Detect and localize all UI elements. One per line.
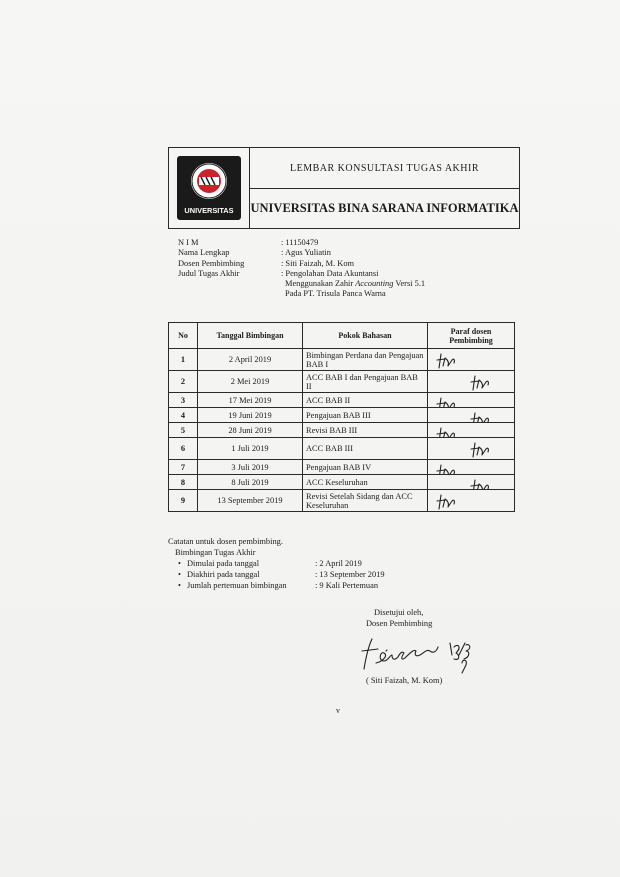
info-value: : Agus Yuliatin: [281, 248, 331, 258]
paraf-signature: [431, 350, 505, 370]
cell-tanggal: 17 Mei 2019: [198, 393, 303, 408]
cell-no: 7: [169, 460, 198, 475]
cell-paraf: [428, 349, 515, 371]
cell-paraf: [428, 490, 515, 512]
paraf-signature: [431, 439, 505, 459]
cell-paraf: [428, 460, 515, 475]
cell-pokok-bahasan: Bimbingan Perdana dan Pengajuan BAB I: [303, 349, 428, 371]
info-label: Nama Lengkap: [178, 248, 230, 258]
cell-paraf: [428, 475, 515, 490]
table-row: [169, 490, 515, 512]
paraf-signature: [431, 394, 505, 407]
form-title: LEMBAR KONSULTASI TUGAS AKHIR: [250, 148, 519, 189]
cell-pokok-bahasan: ACC BAB III: [303, 438, 428, 460]
info-row-dosen: [178, 259, 425, 269]
cell-pokok-bahasan: ACC BAB I dan Pengajuan BAB II: [303, 371, 428, 393]
col-header-pokok: Pokok Bahasan: [303, 323, 428, 349]
cell-tanggal: 13 September 2019: [198, 490, 303, 512]
approval-label: Disetujui oleh,: [374, 608, 424, 617]
cell-no: 6: [169, 438, 198, 460]
table-row: [169, 438, 515, 460]
col-header-tanggal: Tanggal Bimbingan: [198, 323, 303, 349]
cell-tanggal: 1 Juli 2019: [198, 438, 303, 460]
cell-no: 2: [169, 371, 198, 393]
cell-paraf: [428, 393, 515, 408]
cell-paraf: [428, 423, 515, 438]
info-row-nama: [178, 248, 425, 258]
notes-title: Catatan untuk dosen pembimbing.: [168, 537, 283, 546]
table-row: [169, 393, 515, 408]
info-value: : Pengolahan Data Akuntansi: [281, 268, 379, 278]
cell-tanggal: 2 Mei 2019: [198, 371, 303, 393]
paraf-signature: [431, 491, 505, 511]
paraf-signature: [431, 372, 505, 392]
cell-paraf: [428, 408, 515, 423]
form-header: [168, 147, 520, 229]
table-row: [169, 408, 515, 423]
cell-pokok-bahasan: Pengajuan BAB IV: [303, 460, 428, 475]
info-label: Judul Tugas Akhir: [178, 268, 240, 278]
approver-name: ( Siti Faizah, M. Kom): [366, 676, 443, 685]
table-row: [169, 423, 515, 438]
table-row: [169, 349, 515, 371]
info-value: : 11150479: [281, 238, 319, 247]
paraf-signature: [431, 424, 505, 437]
approver-role: Dosen Pembimbing: [366, 619, 433, 628]
list-item: • Diakhiri pada tanggal : 13 September 2019: [178, 570, 385, 579]
cell-pokok-bahasan: Pengajuan BAB III: [303, 408, 428, 423]
col-header-paraf: Paraf dosen Pembimbing: [428, 323, 515, 349]
cell-paraf: [428, 371, 515, 393]
col-header-no: No: [169, 323, 198, 349]
cell-no: 4: [169, 408, 198, 423]
cell-no: 8: [169, 475, 198, 490]
paraf-signature: [431, 409, 505, 422]
cell-no: 1: [169, 349, 198, 371]
signature-block: [366, 607, 478, 686]
logo-cell: [169, 148, 250, 228]
table-row: [169, 371, 515, 393]
notes-subtitle: Bimbingan Tugas Akhir: [175, 548, 256, 557]
cell-tanggal: 19 Juni 2019: [198, 408, 303, 423]
info-row-nim: [178, 238, 425, 248]
info-row-judul-3: [178, 289, 425, 299]
info-value: Menggunakan Zahir Accounting Versi 5.1: [285, 279, 426, 289]
list-item: • Dimulai pada tanggal : 2 April 2019: [178, 559, 362, 568]
info-value: : Siti Faizah, M. Kom: [281, 258, 355, 268]
page-number: v: [336, 706, 340, 715]
student-info: [178, 238, 425, 300]
info-label: Dosen Pembimbing: [178, 258, 245, 268]
handwritten-signature: [358, 629, 478, 675]
cell-pokok-bahasan: ACC BAB II: [303, 393, 428, 408]
notes-section: [168, 536, 385, 591]
cell-pokok-bahasan: Revisi Setelah Sidang dan ACC Keseluruhan: [303, 490, 428, 512]
university-name: UNIVERSITAS BINA SARANA INFORMATIKA: [250, 201, 519, 215]
info-value: Pada PT. Trisula Panca Warna: [285, 289, 386, 299]
table-row: [169, 460, 515, 475]
cell-paraf: [428, 438, 515, 460]
table-row: [169, 475, 515, 490]
cell-tanggal: 3 Juli 2019: [198, 460, 303, 475]
list-item: • Jumlah pertemuan bimbingan : 9 Kali Pertemuan: [178, 581, 379, 590]
info-row-judul-2: [178, 279, 425, 289]
cell-no: 9: [169, 490, 198, 512]
cell-tanggal: 2 April 2019: [198, 349, 303, 371]
cell-tanggal: 8 Juli 2019: [198, 475, 303, 490]
info-label: N I M: [178, 238, 199, 247]
cell-no: 5: [169, 423, 198, 438]
paraf-signature: [431, 476, 505, 489]
info-row-judul: [178, 269, 425, 279]
cell-pokok-bahasan: ACC Keseluruhan: [303, 475, 428, 490]
cell-no: 3: [169, 393, 198, 408]
university-logo: [177, 156, 241, 220]
notes-list: [168, 558, 385, 591]
svg-text:UNIVERSITAS: UNIVERSITAS: [184, 206, 234, 215]
table-header-row: [169, 323, 515, 349]
cell-pokok-bahasan: Revisi BAB III: [303, 423, 428, 438]
cell-tanggal: 28 Juni 2019: [198, 423, 303, 438]
paraf-signature: [431, 461, 505, 474]
consultation-table: [168, 322, 515, 512]
